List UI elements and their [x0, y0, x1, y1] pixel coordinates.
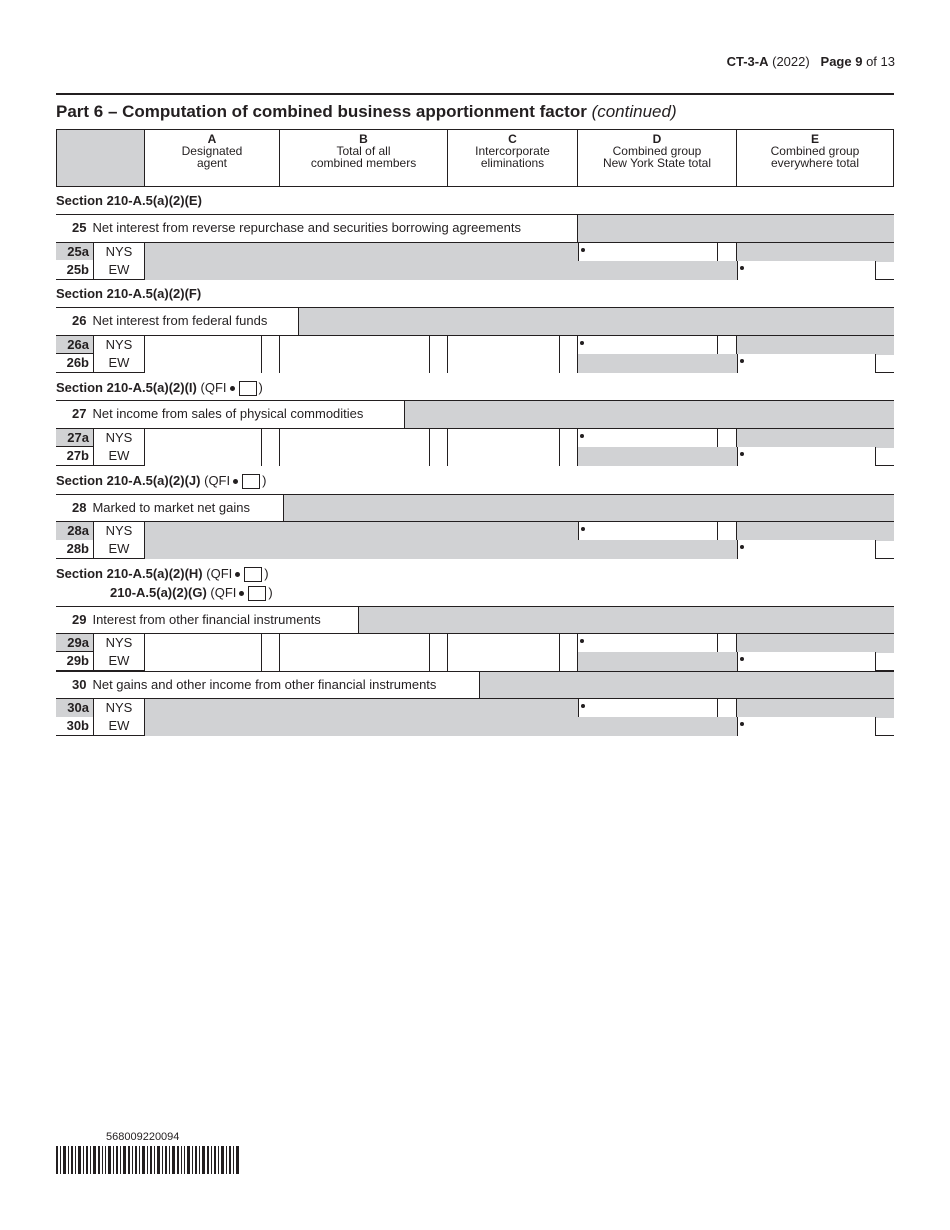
line-number: 30a — [56, 699, 94, 718]
input-26a-c[interactable] — [448, 336, 560, 355]
part-title-suffix: (continued) — [591, 102, 677, 121]
line-number: 28b — [56, 540, 94, 559]
line-number: 28a — [56, 522, 94, 541]
cents-29a-d[interactable] — [718, 634, 737, 653]
row-label: EW — [94, 354, 145, 373]
bullet-icon — [233, 479, 238, 484]
line-label-27: 27 Net income from sales of physical commodities — [56, 401, 405, 428]
cents-29b-e[interactable] — [876, 652, 894, 671]
qfi-label: (QFI — [200, 380, 227, 395]
shaded-cell — [737, 634, 894, 653]
col-letter: D — [652, 132, 662, 146]
input-27b-e[interactable] — [737, 447, 876, 466]
cents-25a-d[interactable] — [718, 243, 737, 262]
cents-29a-a[interactable] — [262, 634, 280, 653]
input-26b-a[interactable] — [145, 354, 262, 373]
section-heading-text: Section 210-A.5(a)(2)(J) — [56, 473, 201, 488]
row-label: EW — [94, 261, 145, 280]
line-number: 27b — [56, 447, 94, 466]
column-header-blank — [56, 129, 145, 187]
cents-29b-c[interactable] — [560, 652, 578, 671]
row-26a — [56, 335, 894, 354]
section-heading — [56, 566, 269, 582]
cents-26a-b[interactable] — [430, 336, 448, 355]
col-label: eliminations — [480, 156, 545, 170]
shaded-cell — [737, 336, 894, 355]
input-29a-b[interactable] — [280, 634, 430, 653]
input-27b-a[interactable] — [145, 447, 262, 466]
col-label: New York State total — [602, 156, 712, 170]
row-label: NYS — [94, 634, 145, 653]
page-total: of 13 — [866, 54, 895, 69]
cents-30a-d[interactable] — [718, 699, 737, 718]
page-title — [56, 102, 677, 122]
input-25a-d[interactable] — [578, 243, 718, 262]
input-28b-e[interactable] — [737, 540, 876, 559]
line-number: 25a — [56, 243, 94, 262]
line-number: 26a — [56, 336, 94, 355]
input-29a-a[interactable] — [145, 634, 262, 653]
input-27b-b[interactable] — [280, 447, 430, 466]
row-25a — [56, 242, 894, 261]
row-28a — [56, 521, 894, 540]
col-letter: A — [207, 132, 217, 146]
line-number: 26b — [56, 354, 94, 373]
cents-25b-e[interactable] — [876, 261, 894, 280]
col-label: Intercorporate — [475, 144, 550, 158]
row-label: NYS — [94, 699, 145, 718]
cents-27b-a[interactable] — [262, 447, 280, 466]
section-heading-text: Section 210-A.5(a)(2)(I) — [56, 380, 197, 395]
qfi-close: ) — [268, 585, 273, 600]
page-header — [727, 54, 895, 69]
row-30a — [56, 698, 894, 717]
row-27b — [56, 447, 894, 466]
input-28a-d[interactable] — [578, 522, 718, 541]
qfi-close: ) — [262, 473, 267, 488]
section-heading: Section 210-A.5(a)(2)(E) — [56, 193, 202, 208]
row-label: EW — [94, 652, 145, 671]
page-number: Page 9 — [820, 54, 863, 69]
section-heading — [56, 380, 263, 396]
section-heading — [56, 473, 266, 489]
cents-26b-b[interactable] — [430, 354, 448, 373]
cents-26a-a[interactable] — [262, 336, 280, 355]
qfi-checkbox-g[interactable] — [248, 586, 266, 601]
line-number: 27a — [56, 429, 94, 448]
form-id: CT-3-A — [726, 54, 769, 69]
col-label: Combined group — [770, 144, 860, 158]
section-heading: Section 210-A.5(a)(2)(F) — [56, 286, 202, 301]
section-heading-text: 210-A.5(a)(2)(G) — [110, 585, 207, 600]
qfi-label: (QFI — [204, 473, 231, 488]
row-30b — [56, 717, 894, 736]
input-26b-c[interactable] — [448, 354, 560, 373]
cents-29b-b[interactable] — [430, 652, 448, 671]
shaded-cell — [737, 522, 894, 541]
input-29a-c[interactable] — [448, 634, 560, 653]
shaded-cell — [737, 699, 894, 718]
part-title-main: Part 6 – Computation of combined business apportionment factor — [56, 102, 587, 121]
cents-27a-b[interactable] — [430, 429, 448, 448]
cents-26a-d[interactable] — [718, 336, 737, 355]
row-25b — [56, 261, 894, 280]
shaded-cell — [578, 354, 737, 373]
shaded-cell — [737, 243, 894, 262]
line-number: 30b — [56, 717, 94, 736]
input-30a-d[interactable] — [578, 699, 718, 718]
column-header-e — [736, 129, 894, 187]
line-number: 29b — [56, 652, 94, 671]
cents-27a-d[interactable] — [718, 429, 737, 448]
shaded-cell — [145, 699, 578, 718]
row-label: NYS — [94, 522, 145, 541]
column-header-b — [279, 129, 448, 187]
cents-29a-c[interactable] — [560, 634, 578, 653]
line-number: 25b — [56, 261, 94, 280]
input-26a-a[interactable] — [145, 336, 262, 355]
row-label: NYS — [94, 243, 145, 262]
input-27a-b[interactable] — [280, 429, 430, 448]
column-header-a — [144, 129, 280, 187]
line-number: 29a — [56, 634, 94, 653]
header-rule — [56, 93, 894, 95]
col-label: combined members — [310, 156, 417, 170]
shaded-cell — [145, 522, 578, 541]
cents-27b-b[interactable] — [430, 447, 448, 466]
barcode-number: 568009220094 — [106, 1131, 180, 1143]
section-heading-text: Section 210-A.5(a)(2)(H) — [56, 566, 203, 581]
cents-27a-c[interactable] — [560, 429, 578, 448]
cents-29b-a[interactable] — [262, 652, 280, 671]
cents-27a-a[interactable] — [262, 429, 280, 448]
input-26a-b[interactable] — [280, 336, 430, 355]
input-29b-e[interactable] — [737, 652, 876, 671]
row-label: NYS — [94, 336, 145, 355]
cents-30b-e[interactable] — [876, 717, 894, 736]
col-label: agent — [196, 156, 228, 170]
line-label-29: 29 Interest from other financial instruments — [56, 607, 359, 634]
input-27b-c[interactable] — [448, 447, 560, 466]
input-29b-c[interactable] — [448, 652, 560, 671]
row-29b — [56, 652, 894, 671]
cents-28b-e[interactable] — [876, 540, 894, 559]
cents-27b-e[interactable] — [876, 447, 894, 466]
input-29b-a[interactable] — [145, 652, 262, 671]
shaded-cell — [578, 447, 737, 466]
row-28b — [56, 540, 894, 559]
line-label-25: 25 Net interest from reverse repurchase and securities borrowing agreements — [56, 215, 578, 242]
col-label: everywhere total — [770, 156, 860, 170]
line-label-30: 30 Net gains and other income from other financial instruments — [56, 672, 480, 699]
shaded-cell — [578, 652, 737, 671]
row-label: EW — [94, 540, 145, 559]
qfi-checkbox-i[interactable] — [239, 381, 257, 396]
form-year: (2022) — [772, 54, 810, 69]
qfi-checkbox-j[interactable] — [242, 474, 260, 489]
cents-26b-e[interactable] — [876, 354, 894, 373]
col-label: Designated — [181, 144, 243, 158]
input-27a-d[interactable] — [578, 429, 718, 448]
row-29a — [56, 633, 894, 652]
row-label: NYS — [94, 429, 145, 448]
shaded-cell — [145, 261, 737, 280]
qfi-label: (QFI — [206, 566, 233, 581]
cents-26b-a[interactable] — [262, 354, 280, 373]
bullet-icon — [235, 572, 240, 577]
shaded-cell — [737, 429, 894, 448]
shaded-cell — [145, 540, 737, 559]
cents-28a-d[interactable] — [718, 522, 737, 541]
qfi-close: ) — [264, 566, 269, 581]
col-label: Combined group — [612, 144, 702, 158]
col-letter: E — [810, 132, 819, 146]
section-heading — [110, 585, 273, 601]
row-26b — [56, 354, 894, 373]
column-header-d — [577, 129, 737, 187]
barcode-icon — [56, 1146, 239, 1174]
qfi-close: ) — [258, 380, 263, 395]
cents-26a-c[interactable] — [560, 336, 578, 355]
qfi-label: (QFI — [210, 585, 237, 600]
line-label-28: 28 Marked to market net gains — [56, 495, 284, 522]
bullet-icon — [239, 591, 244, 596]
cents-26b-c[interactable] — [560, 354, 578, 373]
column-header-c — [447, 129, 578, 187]
row-27a — [56, 428, 894, 447]
bullet-icon — [230, 386, 235, 391]
cents-29a-b[interactable] — [430, 634, 448, 653]
row-label: EW — [94, 717, 145, 736]
input-29b-b[interactable] — [280, 652, 430, 671]
input-29a-d[interactable] — [578, 634, 718, 653]
input-27a-c[interactable] — [448, 429, 560, 448]
input-30b-e[interactable] — [737, 717, 876, 736]
row-label: EW — [94, 447, 145, 466]
input-26a-d[interactable] — [578, 336, 718, 355]
qfi-checkbox-h[interactable] — [244, 567, 262, 582]
input-26b-b[interactable] — [280, 354, 430, 373]
input-25b-e[interactable] — [737, 261, 876, 280]
col-letter: B — [359, 132, 368, 146]
shaded-cell — [145, 243, 578, 262]
input-26b-e[interactable] — [737, 354, 876, 373]
col-letter: C — [508, 132, 517, 146]
col-label: Total of all — [336, 144, 391, 158]
shaded-cell — [145, 717, 737, 736]
input-27a-a[interactable] — [145, 429, 262, 448]
line-label-26: 26 Net interest from federal funds — [56, 308, 299, 335]
cents-27b-c[interactable] — [560, 447, 578, 466]
